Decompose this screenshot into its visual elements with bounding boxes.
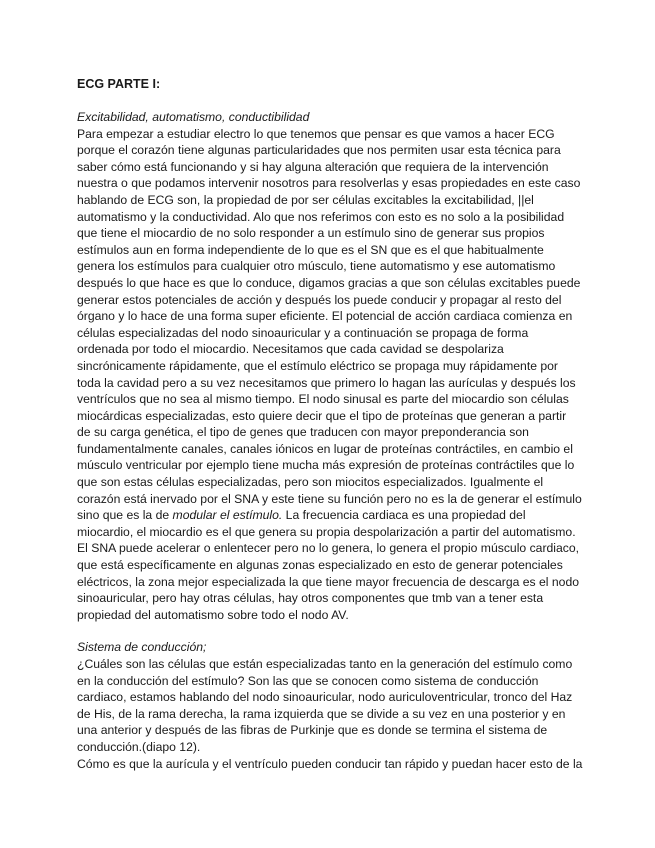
spacer — [77, 623, 583, 639]
document-page — [77, 76, 583, 772]
section-heading-conduccion: Sistema de conducción; — [77, 640, 207, 655]
paragraph-propiedades-corazon — [77, 126, 583, 624]
paragraph-sistema-conduccion: ¿Cuáles son las células que están especializadas tanto en la generación del estímulo como en la conducción del estímulo? Son las que se conocen como sistema de conducción cardiaco, estamos hablando del nodo sinoauricular, nodo auriculoventricular, tronco del Haz de His, de la rama derecha, la rama izquierda que se divide a su vez en una posterior y en una anterior y después de las fibras de Purkinje que es donde se termina el sistema de conducción.(diapo 12). — [77, 657, 573, 754]
paragraph-text: Para empezar a estudiar electro lo que tenemos que pensar es que vamos a hacer ECG porque el corazón tiene algunas particularidades que nos permiten usar esta técnica para saber cómo está funcionando y si hay alguna alteración que requiera de la intervención nuestra o que podamos intervenir nosotros para resolverlas y esas propiedades en este caso hablando de ECG son, la propiedad de por ser células excitables la excitabilidad, ||el automatismo y la conductividad. Alo que nos referimos con esto es no solo a la posibilidad que tiene el miocardio de no solo responder a un estímulo sino de generar sus propios estímulos aun en forma independiente de lo que es el SN que es el que habitualmente genera los estímulos para cualquier otro músculo, tiene automatismo y ese automatismo después lo que hace es que lo conduce, digamos gracias a que son células excitables puede generar estos potenciales de acción y después los puede conducir y propagar al resto del órgano y lo hace de una forma super eficiente. El potencial de acción cardiaca comienza en células especializadas del nodo sinoauricular y a continuación se propaga de forma ordenada por todo el miocardio. Necesitamos que cada cavidad se despolariza sincrónicamente rápidamente, que el estímulo eléctrico se propaga muy rápidamente por toda la cavidad pero a su vez necesitamos que primero lo hagan las aurículas y después los ventrículos que no sea al mismo tiempo. El nodo sinusal es parte del miocardio son células miocárdicas especializadas, esto quiere decir que el tipo de proteínas que generan a partir de su carga genética, el tipo de genes que traducen con mayor preponderancia son fundamentalmente canales, canales iónicos en lugar de proteínas contráctiles, en cambio el músculo ventricular por ejemplo tiene mucha más expresión de proteínas contráctiles que lo que son estas células especializadas, pero son miocitos especializados. Igualmente el corazón está inervado por el SNA y este tiene su función pero no es la de generar el estímulo sino que es la de — [77, 126, 582, 523]
emphasis-text: modular el estímulo. — [172, 508, 283, 523]
section-heading-excitabilidad: Excitabilidad, automatismo, conductibilidad — [77, 110, 310, 124]
paragraph-text: La frecuencia cardiaca es una propiedad del miocardio, el miocardio es el que genera su propia despolarización a partir del automatismo. El SNA puede acelerar o enlentecer pero no lo genera, lo genera el propio músculo cardiaco, que está específicamente en algunas zonas especializado en esto de generar potenciales eléctricos, la zona mejor especializada la que tiene mayor frecuencia de descarga es el nodo sinoauricular, pero hay otras células, hay otros componentes que tmb van a tener esta propiedad del automatismo sobre todo el nodo AV. — [77, 508, 580, 622]
paragraph-conduccion-rapida: Cómo es que la aurícula y el ventrículo pueden conducir tan rápido y puedan hacer esto de la — [77, 756, 583, 771]
document-title: ECG PARTE I: — [77, 77, 161, 91]
